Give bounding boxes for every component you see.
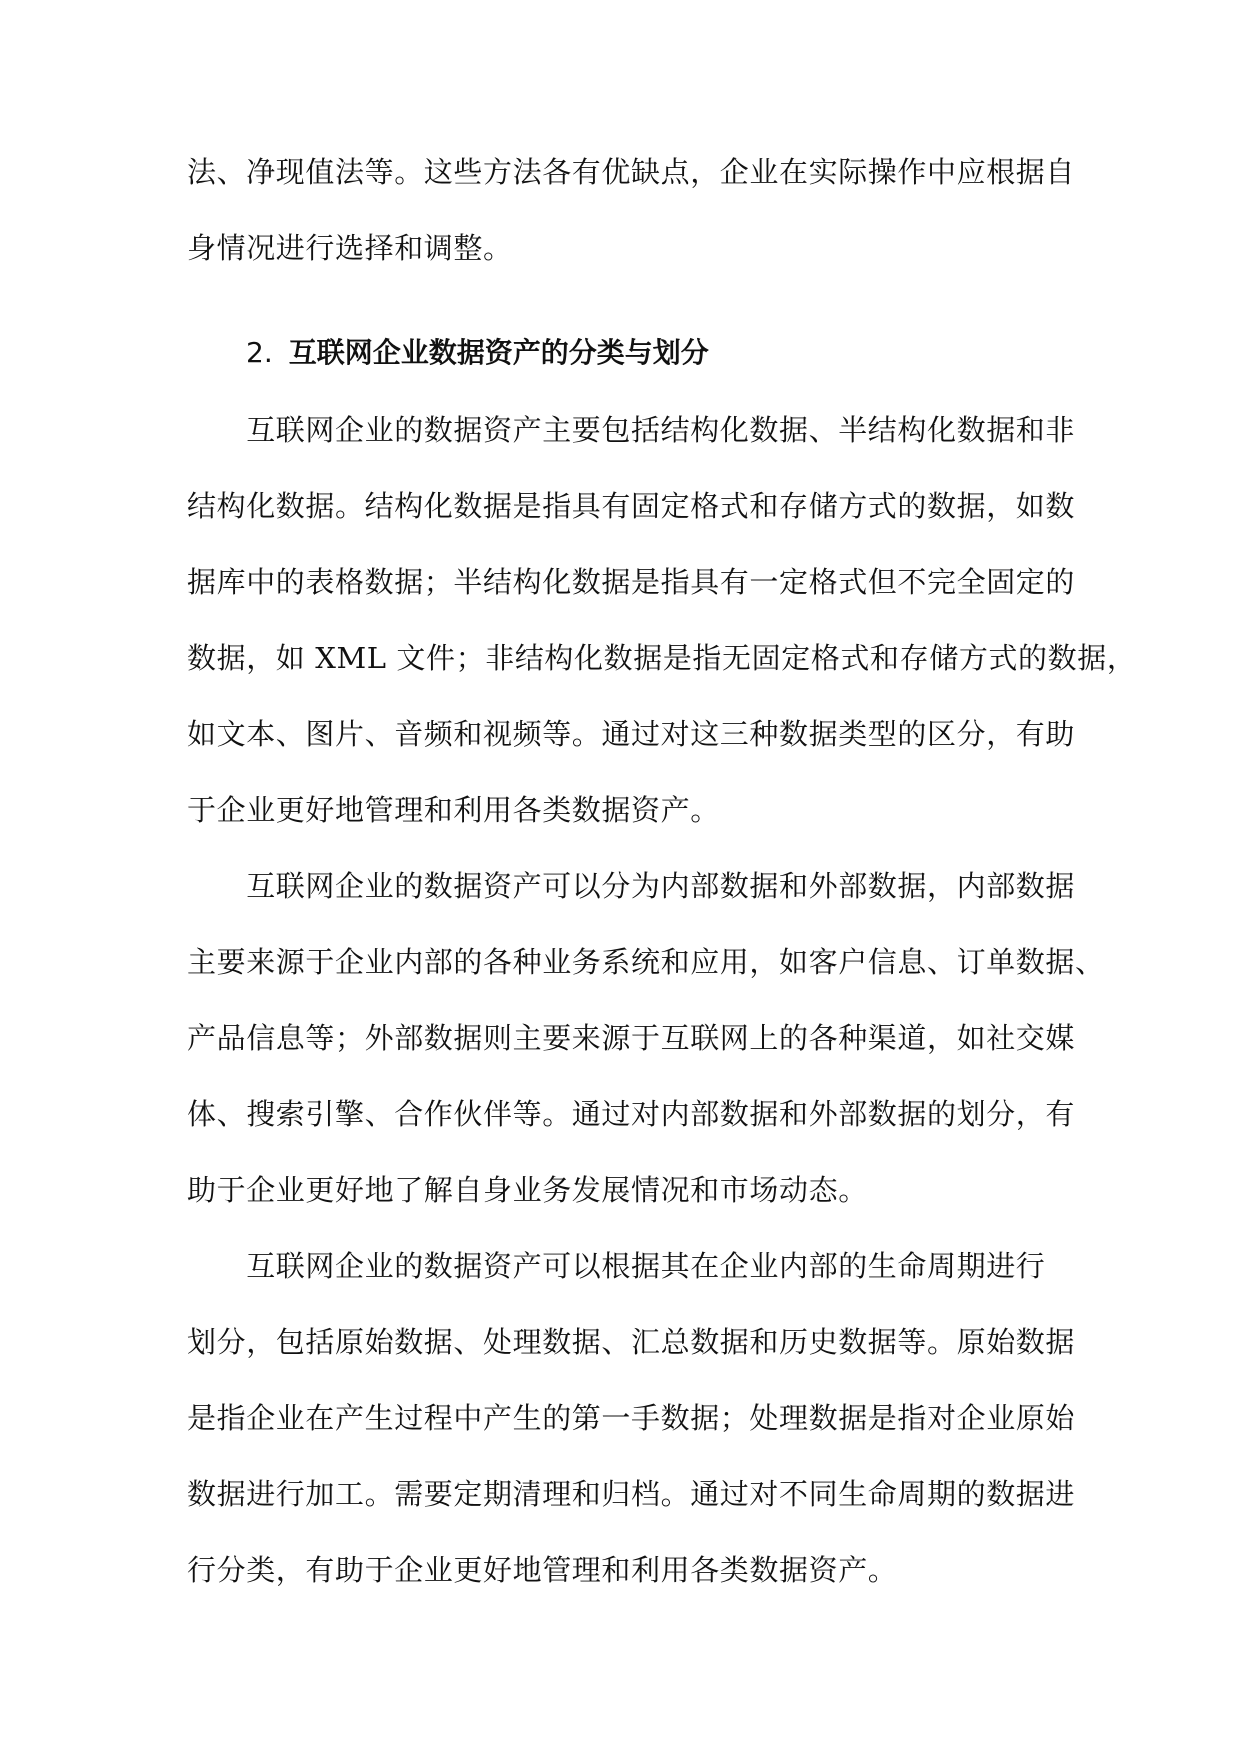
text-line: 体、搜索引擎、合作伙伴等。通过对内部数据和外部数据的划分，有	[187, 1097, 1076, 1131]
section-heading	[246, 333, 1057, 373]
text-line: 互联网企业的数据资产可以分为内部数据和外部数据，内部数据	[187, 869, 1076, 903]
text-line: 助于企业更好地了解自身业务发展情况和市场动态。	[187, 1173, 868, 1207]
text-line: 数据，如 XML 文件；非结构化数据是指无固定格式和存储方式的数据，	[187, 641, 1137, 675]
text-line: 划分，包括原始数据、处理数据、汇总数据和历史数据等。原始数据	[187, 1325, 1076, 1359]
text-line: 是指企业在产生过程中产生的第一手数据；处理数据是指对企业原始	[187, 1401, 1076, 1435]
text-line: 互联网企业的数据资产可以根据其在企业内部的生命周期进行	[187, 1249, 1046, 1283]
text-line: 如文本、图片、音频和视频等。通过对这三种数据类型的区分，有助	[187, 717, 1076, 751]
text-line: 于企业更好地管理和利用各类数据资产。	[187, 793, 720, 827]
text-line: 据库中的表格数据；半结构化数据是指具有一定格式但不完全固定的	[187, 565, 1076, 599]
section-number: 2.	[246, 336, 273, 369]
section-title: 互联网企业数据资产的分类与划分	[288, 336, 709, 369]
text-line: 身情况进行选择和调整。	[187, 231, 513, 265]
text-line: 结构化数据。结构化数据是指具有固定格式和存储方式的数据，如数	[187, 489, 1076, 523]
text-line: 行分类，有助于企业更好地管理和利用各类数据资产。	[187, 1553, 898, 1587]
text-line: 法、净现值法等。这些方法各有优缺点，企业在实际操作中应根据自	[187, 155, 1076, 189]
text-line: 数据进行加工。需要定期清理和归档。通过对不同生命周期的数据进	[187, 1477, 1076, 1511]
text-line: 互联网企业的数据资产主要包括结构化数据、半结构化数据和非	[187, 413, 1076, 447]
text-line: 主要来源于企业内部的各种业务系统和应用，如客户信息、订单数据、	[187, 945, 1105, 979]
text-line: 产品信息等；外部数据则主要来源于互联网上的各种渠道，如社交媒	[187, 1021, 1076, 1055]
